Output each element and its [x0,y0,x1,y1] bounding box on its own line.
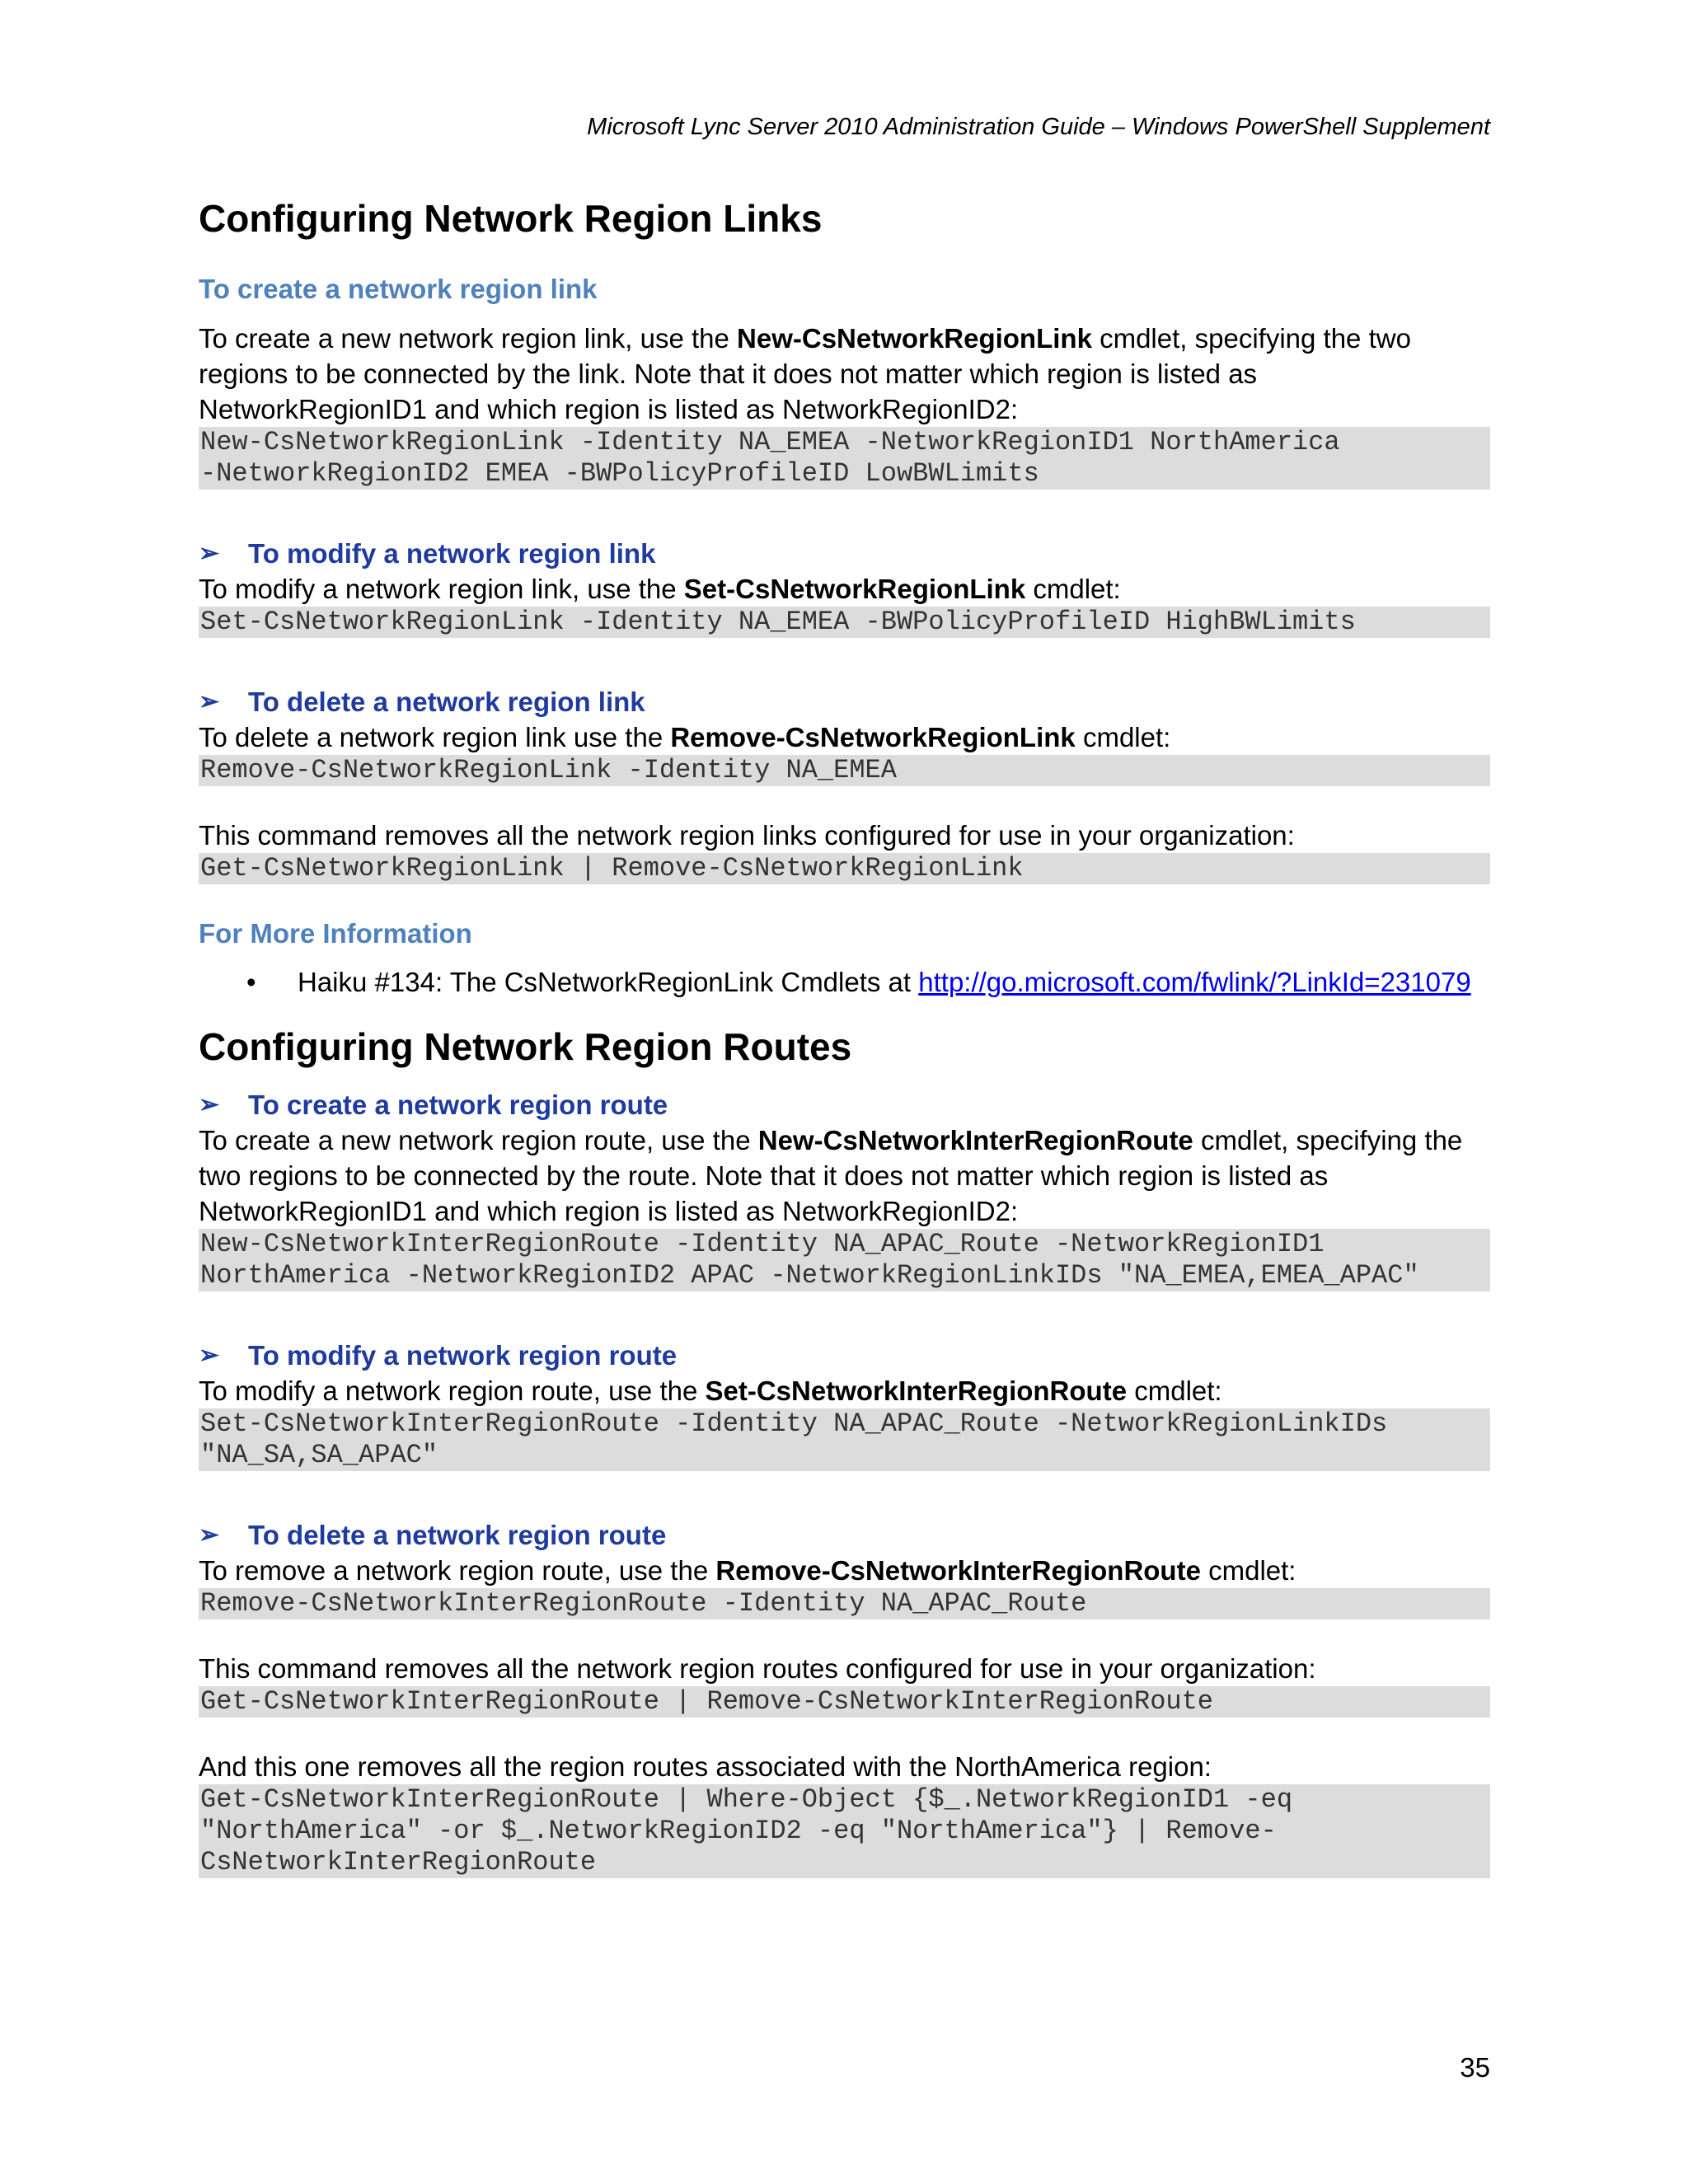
code-block: Set-CsNetworkRegionLink -Identity NA_EMEA -BWPolicyProfileID HighBWLimits [199,607,1490,638]
code-block: Set-CsNetworkInterRegionRoute -Identity NA_APAC_Route -NetworkRegionLinkIDs "NA_SA,SA_APAC" [199,1408,1490,1471]
procedure-heading: ➢ To create a network region route [199,1087,1490,1122]
paragraph-delete-route: To remove a network region route, use the Remove-CsNetworkInterRegionRoute cmdlet: [199,1554,1296,1586]
cmdlet-name: New-CsNetworkRegionLink [737,322,1092,354]
procedure-heading: ➢ To modify a network region link [199,536,1490,571]
cmdlet-name: Remove-CsNetworkRegionLink [670,721,1076,752]
bullet-icon: • [246,967,256,998]
section-title-routes: Configuring Network Region Routes [199,1025,852,1069]
page-number: 35 [1460,2052,1490,2083]
procedure-heading: ➢ To modify a network region route [199,1338,1490,1373]
paragraph-create-route: To create a new network region route, use the New-CsNetworkInterRegionRoute cmdlet, specifying the two regions to be connected by the route. Note that it does not matter which region is listed as NetworkRegionID1 and which region is listed as NetworkRegionID2: [199,1124,1463,1226]
document-body [199,196,1490,1878]
code-block: Get-CsNetworkRegionLink | Remove-CsNetworkRegionLink [199,853,1490,884]
paragraph-modify-link: To modify a network region link, use the Set-CsNetworkRegionLink cmdlet: [199,573,1121,604]
code-block: New-CsNetworkInterRegionRoute -Identity NA_APAC_Route -NetworkRegionID1 NorthAmerica -NetworkRegionID2 APAC -NetworkRegionLinkIDs "NA_EMEA,EMEA_APAC" [199,1229,1490,1291]
arrow-bullet-icon: ➢ [199,539,220,567]
arrow-bullet-icon: ➢ [199,1341,220,1369]
paragraph-remove-all-routes: This command removes all the network region routes configured for use in your organization: [199,1652,1316,1684]
list-item: • Haiku #134: The CsNetworkRegionLink Cmdlets at http://go.microsoft.com/fwlink/?LinkId=231079 [199,964,1490,1000]
cmdlet-name: Set-CsNetworkInterRegionRoute [705,1375,1128,1406]
code-block: Remove-CsNetworkRegionLink -Identity NA_EMEA [199,755,1490,786]
code-block: Get-CsNetworkInterRegionRoute | Remove-CsNetworkInterRegionRoute [199,1686,1490,1718]
arrow-bullet-icon: ➢ [199,1521,220,1549]
code-block: Remove-CsNetworkInterRegionRoute -Identity NA_APAC_Route [199,1588,1490,1619]
paragraph-modify-route: To modify a network region route, use the Set-CsNetworkInterRegionRoute cmdlet: [199,1375,1222,1406]
procedure-heading: ➢ To delete a network region link [199,684,1490,719]
cmdlet-name: New-CsNetworkInterRegionRoute [757,1124,1193,1155]
procedure-heading: ➢ To delete a network region route [199,1517,1490,1553]
paragraph-remove-all-links: This command removes all the network region links configured for use in your organization: [199,819,1295,851]
paragraph-create-link: To create a new network region link, use the New-CsNetworkRegionLink cmdlet, specifying the two regions to be connected by the link. Note that it does not matter which region is listed as NetworkRegionID1 and which region is listed as NetworkRegionID2: [199,322,1411,424]
running-header: Microsoft Lync Server 2010 Administration Guide – Windows PowerShell Supplement [587,114,1490,140]
arrow-bullet-icon: ➢ [199,1090,220,1118]
section-title-links: Configuring Network Region Links [199,197,823,240]
paragraph-remove-northamerica-routes: And this one removes all the region routes associated with the NorthAmerica region: [199,1750,1212,1782]
subheading-create-link: To create a network region link [199,274,598,305]
paragraph-delete-link: To delete a network region link use the Remove-CsNetworkRegionLink cmdlet: [199,721,1171,752]
code-block: Get-CsNetworkInterRegionRoute | Where-Object {$_.NetworkRegionID1 -eq "NorthAmerica" -or $_.NetworkRegionID2 -eq "NorthAmerica"} | Remove- CsNetworkInterRegionRoute [199,1784,1490,1878]
fwlink-link[interactable]: http://go.microsoft.com/fwlink/?LinkId=231079 [918,967,1471,998]
code-block: New-CsNetworkRegionLink -Identity NA_EMEA -NetworkRegionID1 NorthAmerica -NetworkRegionID2 EMEA -BWPolicyProfileID LowBWLimits [199,427,1490,490]
subheading-more-info: For More Information [199,917,472,949]
arrow-bullet-icon: ➢ [199,687,220,715]
cmdlet-name: Set-CsNetworkRegionLink [683,573,1026,604]
cmdlet-name: Remove-CsNetworkInterRegionRoute [715,1554,1201,1586]
